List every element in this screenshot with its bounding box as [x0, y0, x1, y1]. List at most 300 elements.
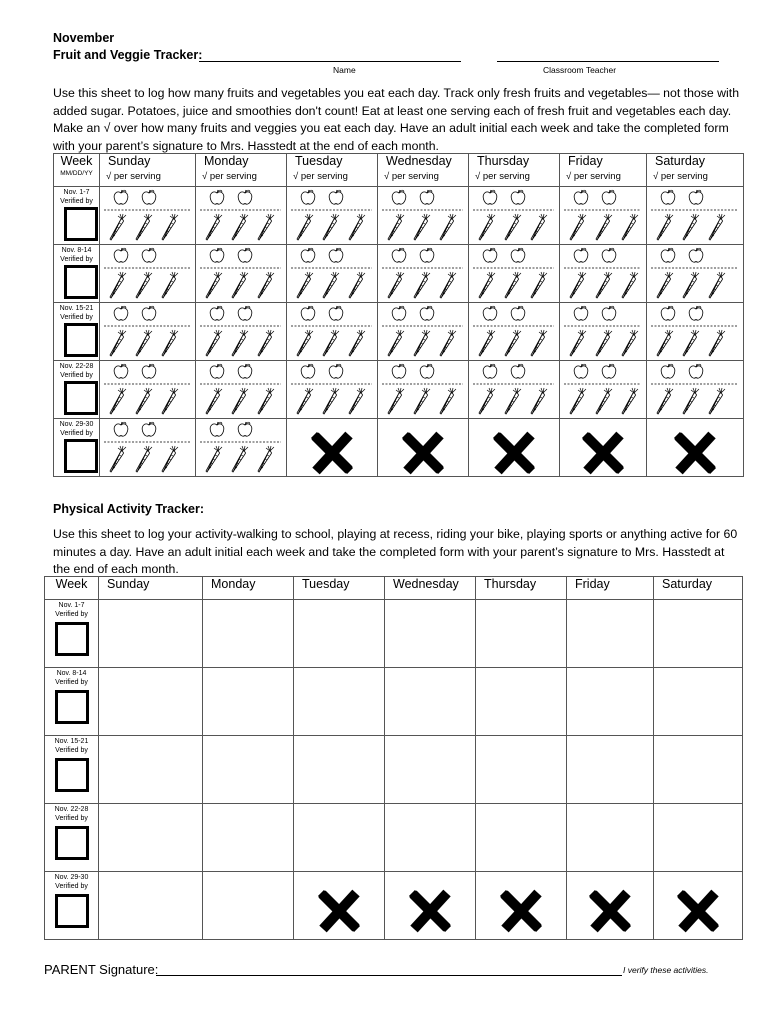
table-row	[45, 736, 743, 804]
carrot-icon[interactable]	[388, 214, 404, 240]
carrot-icon[interactable]	[136, 446, 152, 472]
day-header-wednesday	[385, 577, 476, 600]
day-name: Monday	[204, 154, 249, 168]
carrot-icon[interactable]	[570, 388, 586, 414]
initials-box[interactable]	[55, 894, 89, 928]
verified-by-label: Verified by	[55, 678, 88, 686]
apple-icon[interactable]	[574, 248, 588, 262]
carrot-icon[interactable]	[297, 272, 313, 298]
day-cell[interactable]	[100, 419, 196, 477]
carrot-icon[interactable]	[505, 272, 521, 298]
day-header-sunday	[99, 577, 203, 600]
carrot-icon[interactable]	[323, 388, 339, 414]
day-cell[interactable]	[476, 600, 567, 668]
apple-icon[interactable]	[420, 306, 434, 320]
initials-box[interactable]	[64, 323, 98, 357]
carrot-icon[interactable]	[596, 214, 612, 240]
apple-icon[interactable]	[574, 306, 588, 320]
carrot-icon[interactable]	[110, 214, 126, 240]
verified-by-label: Verified by	[55, 882, 88, 890]
carrot-icon[interactable]	[414, 214, 430, 240]
carrot-icon[interactable]	[479, 330, 495, 356]
apple-icon[interactable]	[114, 306, 128, 320]
servings-grid	[100, 303, 196, 360]
apple-icon[interactable]	[392, 248, 406, 262]
apple-icon[interactable]	[602, 306, 616, 320]
day-cell[interactable]	[654, 736, 743, 804]
carrot-icon[interactable]	[596, 330, 612, 356]
carrot-icon[interactable]	[657, 214, 673, 240]
carrot-icon[interactable]	[596, 388, 612, 414]
carrot-icon[interactable]	[232, 272, 248, 298]
apple-icon[interactable]	[511, 364, 525, 378]
apple-icon[interactable]	[574, 364, 588, 378]
apple-icon[interactable]	[301, 364, 315, 378]
cross-out-icon	[587, 888, 633, 934]
cross-out-icon	[309, 430, 355, 476]
day-cell[interactable]	[203, 872, 294, 940]
day-cell[interactable]	[294, 668, 385, 736]
apple-icon[interactable]	[210, 306, 224, 320]
date-format-label: MM/DD/YY	[60, 170, 93, 177]
carrot-icon[interactable]	[622, 272, 638, 298]
carrot-icon[interactable]	[136, 214, 152, 240]
carrot-icon[interactable]	[440, 272, 456, 298]
apple-icon[interactable]	[511, 248, 525, 262]
apple-icon[interactable]	[142, 364, 156, 378]
day-cell[interactable]	[469, 361, 560, 419]
day-cell[interactable]	[196, 187, 287, 245]
servings-grid	[378, 187, 469, 244]
table-header-row	[45, 577, 743, 600]
initials-box[interactable]	[55, 758, 89, 792]
carrot-icon[interactable]	[709, 330, 725, 356]
day-cell[interactable]	[560, 245, 647, 303]
apple-icon[interactable]	[689, 248, 703, 262]
carrot-icon[interactable]	[683, 330, 699, 356]
servings-grid	[647, 187, 744, 244]
week-cell	[45, 668, 99, 736]
apple-icon[interactable]	[602, 190, 616, 204]
day-header-saturday	[654, 577, 743, 600]
servings-grid	[378, 245, 469, 302]
apple-icon[interactable]	[689, 190, 703, 204]
carrot-icon[interactable]	[162, 388, 178, 414]
carrot-icon[interactable]	[388, 272, 404, 298]
day-cell[interactable]	[469, 187, 560, 245]
verified-by-label: Verified by	[55, 610, 88, 618]
day-cell[interactable]	[378, 361, 469, 419]
servings-grid	[196, 361, 287, 418]
apple-icon[interactable]	[689, 306, 703, 320]
day-cell[interactable]	[196, 303, 287, 361]
day-cell[interactable]	[294, 804, 385, 872]
apple-icon[interactable]	[511, 190, 525, 204]
apple-icon[interactable]	[238, 190, 252, 204]
carrot-icon[interactable]	[657, 330, 673, 356]
week-cell	[54, 245, 100, 303]
day-cell	[647, 419, 744, 477]
carrot-icon[interactable]	[110, 330, 126, 356]
week-cell	[45, 872, 99, 940]
servings-grid	[469, 245, 560, 302]
apple-icon[interactable]	[142, 422, 156, 436]
apple-icon[interactable]	[483, 364, 497, 378]
day-cell[interactable]	[294, 736, 385, 804]
day-cell[interactable]	[567, 600, 654, 668]
day-header-monday	[196, 154, 287, 187]
servings-grid	[469, 303, 560, 360]
carrot-icon[interactable]	[570, 214, 586, 240]
day-cell[interactable]	[654, 600, 743, 668]
verify-note: I verify these activities.	[623, 965, 709, 975]
month-title: November	[53, 31, 115, 45]
week-cell	[54, 303, 100, 361]
day-cell[interactable]	[567, 804, 654, 872]
activity-instructions: Use this sheet to log your activity-walking to school, playing at recess, riding your bike, playing sports or anything active for 60 minutes a day. Have an adult initial each week and take the completed form with your parent’s signature to Mrs. Hasstedt at the end of each month.	[53, 527, 738, 577]
day-cell[interactable]	[378, 245, 469, 303]
carrot-icon[interactable]	[709, 388, 725, 414]
day-cell[interactable]	[654, 668, 743, 736]
carrot-icon[interactable]	[110, 272, 126, 298]
carrot-icon[interactable]	[258, 388, 274, 414]
day-cell[interactable]	[560, 187, 647, 245]
day-cell[interactable]	[99, 668, 203, 736]
day-cell[interactable]	[476, 804, 567, 872]
carrot-icon[interactable]	[323, 330, 339, 356]
carrot-icon[interactable]	[622, 330, 638, 356]
carrot-icon[interactable]	[683, 272, 699, 298]
servings-grid	[196, 245, 287, 302]
day-cell[interactable]	[294, 600, 385, 668]
day-cell[interactable]	[100, 245, 196, 303]
day-cell[interactable]	[476, 668, 567, 736]
carrot-icon[interactable]	[570, 330, 586, 356]
carrot-icon[interactable]	[414, 330, 430, 356]
apple-icon[interactable]	[329, 190, 343, 204]
apple-icon[interactable]	[114, 422, 128, 436]
carrot-icon[interactable]	[349, 330, 365, 356]
apple-icon[interactable]	[114, 190, 128, 204]
carrot-icon[interactable]	[258, 272, 274, 298]
apple-icon[interactable]	[689, 364, 703, 378]
teacher-line[interactable]	[497, 61, 719, 62]
apple-icon[interactable]	[483, 306, 497, 320]
day-cell	[385, 872, 476, 940]
servings-grid	[287, 303, 378, 360]
week-label: Nov. 29-30	[54, 874, 89, 881]
apple-icon[interactable]	[301, 306, 315, 320]
carrot-icon[interactable]	[440, 330, 456, 356]
day-cell[interactable]	[100, 303, 196, 361]
initials-box[interactable]	[64, 439, 98, 473]
cross-out-icon	[491, 430, 537, 476]
apple-icon[interactable]	[420, 190, 434, 204]
day-name: Tuesday	[295, 154, 343, 168]
carrot-icon[interactable]	[440, 388, 456, 414]
carrot-icon[interactable]	[531, 330, 547, 356]
day-cell	[654, 872, 743, 940]
carrot-icon[interactable]	[206, 446, 222, 472]
carrot-icon[interactable]	[258, 214, 274, 240]
carrot-icon[interactable]	[297, 330, 313, 356]
week-cell	[45, 600, 99, 668]
apple-icon[interactable]	[238, 248, 252, 262]
carrot-icon[interactable]	[505, 214, 521, 240]
carrot-icon[interactable]	[505, 388, 521, 414]
day-cell	[469, 419, 560, 477]
carrot-icon[interactable]	[657, 272, 673, 298]
carrot-icon[interactable]	[110, 388, 126, 414]
fruit-instructions: Use this sheet to log how many fruits and vegetables you eat each day. Track only fresh fruits and vegetables— not those with added sugar. Potatoes, juice and smoothies don't count! Eat at least one serving each of fresh fruit and vegetables each day. Make an √ over how many fruits and veggies you eat each day. Have an adult initial each week and take the completed form with your parent’s signature to Mrs. Hasstedt at the end of each month.	[53, 86, 740, 153]
carrot-icon[interactable]	[206, 272, 222, 298]
servings-grid	[560, 187, 647, 244]
carrot-icon[interactable]	[657, 388, 673, 414]
carrot-icon[interactable]	[258, 330, 274, 356]
table-row	[54, 245, 744, 303]
day-cell[interactable]	[560, 303, 647, 361]
carrot-icon[interactable]	[136, 330, 152, 356]
day-cell[interactable]	[99, 600, 203, 668]
day-cell[interactable]	[647, 303, 744, 361]
carrot-icon[interactable]	[297, 388, 313, 414]
apple-icon[interactable]	[483, 190, 497, 204]
servings-grid	[196, 419, 287, 476]
apple-icon[interactable]	[329, 248, 343, 262]
day-cell[interactable]	[469, 245, 560, 303]
day-cell[interactable]	[100, 361, 196, 419]
servings-grid	[100, 245, 196, 302]
apple-icon[interactable]	[142, 248, 156, 262]
apple-icon[interactable]	[392, 190, 406, 204]
day-cell[interactable]	[196, 419, 287, 477]
day-cell[interactable]	[647, 245, 744, 303]
carrot-icon[interactable]	[709, 214, 725, 240]
day-cell[interactable]	[647, 361, 744, 419]
carrot-icon[interactable]	[683, 214, 699, 240]
apple-icon[interactable]	[301, 248, 315, 262]
carrot-icon[interactable]	[206, 388, 222, 414]
carrot-icon[interactable]	[570, 272, 586, 298]
day-header-sunday	[100, 154, 196, 187]
carrot-icon[interactable]	[709, 272, 725, 298]
apple-icon[interactable]	[114, 248, 128, 262]
initials-box[interactable]	[55, 690, 89, 724]
initials-box[interactable]	[64, 265, 98, 299]
day-cell[interactable]	[567, 736, 654, 804]
initials-box[interactable]	[64, 207, 98, 241]
day-cell	[294, 872, 385, 940]
carrot-icon[interactable]	[531, 214, 547, 240]
day-cell[interactable]	[196, 361, 287, 419]
carrot-icon[interactable]	[479, 388, 495, 414]
week-cell	[45, 804, 99, 872]
day-name: Saturday	[655, 154, 706, 168]
carrot-icon[interactable]	[136, 388, 152, 414]
day-cell[interactable]	[203, 668, 294, 736]
apple-icon[interactable]	[602, 364, 616, 378]
day-cell[interactable]	[287, 303, 378, 361]
carrot-icon[interactable]	[162, 214, 178, 240]
carrot-icon[interactable]	[414, 388, 430, 414]
carrot-icon[interactable]	[258, 446, 274, 472]
carrot-icon[interactable]	[206, 330, 222, 356]
day-cell[interactable]	[385, 804, 476, 872]
name-line[interactable]	[199, 61, 461, 62]
day-header-saturday	[647, 154, 744, 187]
day-cell[interactable]	[378, 187, 469, 245]
servings-grid	[100, 419, 196, 476]
week-label: Nov. 8-14	[56, 670, 87, 677]
day-cell[interactable]	[99, 872, 203, 940]
apple-icon[interactable]	[483, 248, 497, 262]
apple-icon[interactable]	[661, 248, 675, 262]
apple-icon[interactable]	[661, 306, 675, 320]
carrot-icon[interactable]	[162, 272, 178, 298]
carrot-icon[interactable]	[162, 330, 178, 356]
day-cell[interactable]	[99, 736, 203, 804]
per-serving-label: √ per serving	[653, 171, 708, 182]
apple-icon[interactable]	[210, 190, 224, 204]
verified-by-label: Verified by	[55, 814, 88, 822]
table-row	[45, 872, 743, 940]
day-cell[interactable]	[560, 361, 647, 419]
carrot-icon[interactable]	[479, 272, 495, 298]
day-cell[interactable]	[647, 187, 744, 245]
apple-icon[interactable]	[329, 306, 343, 320]
per-serving-label: √ per serving	[384, 171, 439, 182]
day-cell[interactable]	[287, 361, 378, 419]
carrot-icon[interactable]	[136, 272, 152, 298]
carrot-icon[interactable]	[596, 272, 612, 298]
apple-icon[interactable]	[574, 190, 588, 204]
fruit-veggie-table	[53, 153, 744, 477]
carrot-icon[interactable]	[232, 330, 248, 356]
apple-icon[interactable]	[210, 422, 224, 436]
carrot-icon[interactable]	[323, 214, 339, 240]
apple-icon[interactable]	[392, 364, 406, 378]
day-cell[interactable]	[385, 736, 476, 804]
carrot-icon[interactable]	[232, 388, 248, 414]
day-name: Sunday	[108, 154, 151, 168]
initials-box[interactable]	[55, 622, 89, 656]
apple-icon[interactable]	[602, 248, 616, 262]
week-cell	[54, 187, 100, 245]
day-cell[interactable]	[203, 804, 294, 872]
day-cell[interactable]	[287, 187, 378, 245]
week-label: Nov. 1-7	[63, 189, 90, 196]
carrot-icon[interactable]	[388, 388, 404, 414]
table-row	[54, 187, 744, 245]
carrot-icon[interactable]	[683, 388, 699, 414]
day-name: Friday	[568, 154, 603, 168]
cross-out-icon	[580, 430, 626, 476]
week-label: Nov. 22-28	[59, 363, 94, 370]
apple-icon[interactable]	[238, 422, 252, 436]
day-name: Sunday	[107, 577, 150, 591]
carrot-icon[interactable]	[323, 272, 339, 298]
carrot-icon[interactable]	[479, 214, 495, 240]
servings-grid	[378, 303, 469, 360]
activity-tracker-title: Physical Activity Tracker:	[53, 502, 205, 516]
carrot-icon[interactable]	[505, 330, 521, 356]
per-serving-label: √ per serving	[202, 171, 257, 182]
apple-icon[interactable]	[210, 364, 224, 378]
table-row	[54, 361, 744, 419]
apple-icon[interactable]	[329, 364, 343, 378]
carrot-icon[interactable]	[622, 388, 638, 414]
day-name: Thursday	[484, 577, 537, 591]
carrot-icon[interactable]	[110, 446, 126, 472]
carrot-icon[interactable]	[162, 446, 178, 472]
apple-icon[interactable]	[238, 306, 252, 320]
verified-by-label: Verified by	[60, 429, 93, 437]
apple-icon[interactable]	[511, 306, 525, 320]
apple-icon[interactable]	[210, 248, 224, 262]
carrot-icon[interactable]	[232, 214, 248, 240]
carrot-icon[interactable]	[349, 388, 365, 414]
cross-out-icon	[498, 888, 544, 934]
carrot-icon[interactable]	[297, 214, 313, 240]
apple-icon[interactable]	[142, 190, 156, 204]
day-cell[interactable]	[385, 668, 476, 736]
apple-icon[interactable]	[392, 306, 406, 320]
week-header	[54, 154, 100, 187]
day-cell[interactable]	[196, 245, 287, 303]
day-cell[interactable]	[100, 187, 196, 245]
day-cell[interactable]	[567, 668, 654, 736]
apple-icon[interactable]	[114, 364, 128, 378]
apple-icon[interactable]	[301, 190, 315, 204]
day-cell[interactable]	[385, 600, 476, 668]
carrot-icon[interactable]	[440, 214, 456, 240]
apple-icon[interactable]	[661, 190, 675, 204]
day-cell[interactable]	[287, 245, 378, 303]
teacher-label: Classroom Teacher	[543, 65, 617, 75]
carrot-icon[interactable]	[349, 272, 365, 298]
servings-grid	[469, 187, 560, 244]
apple-icon[interactable]	[238, 364, 252, 378]
carrot-icon[interactable]	[414, 272, 430, 298]
initials-box[interactable]	[55, 826, 89, 860]
apple-icon[interactable]	[420, 248, 434, 262]
week-header	[45, 577, 99, 600]
apple-icon[interactable]	[142, 306, 156, 320]
initials-box[interactable]	[64, 381, 98, 415]
carrot-icon[interactable]	[531, 272, 547, 298]
day-cell[interactable]	[654, 804, 743, 872]
carrot-icon[interactable]	[232, 446, 248, 472]
day-cell[interactable]	[203, 600, 294, 668]
day-cell[interactable]	[469, 303, 560, 361]
apple-icon[interactable]	[661, 364, 675, 378]
carrot-icon[interactable]	[531, 388, 547, 414]
day-header-monday	[203, 577, 294, 600]
day-cell[interactable]	[476, 736, 567, 804]
week-label: Nov. 15-21	[59, 305, 94, 312]
day-header-friday	[567, 577, 654, 600]
parent-signature-line[interactable]	[156, 975, 622, 976]
day-cell[interactable]	[378, 303, 469, 361]
carrot-icon[interactable]	[349, 214, 365, 240]
apple-icon[interactable]	[420, 364, 434, 378]
day-cell[interactable]	[99, 804, 203, 872]
carrot-icon[interactable]	[622, 214, 638, 240]
per-serving-label: √ per serving	[475, 171, 530, 182]
carrot-icon[interactable]	[206, 214, 222, 240]
carrot-icon[interactable]	[388, 330, 404, 356]
day-cell[interactable]	[203, 736, 294, 804]
